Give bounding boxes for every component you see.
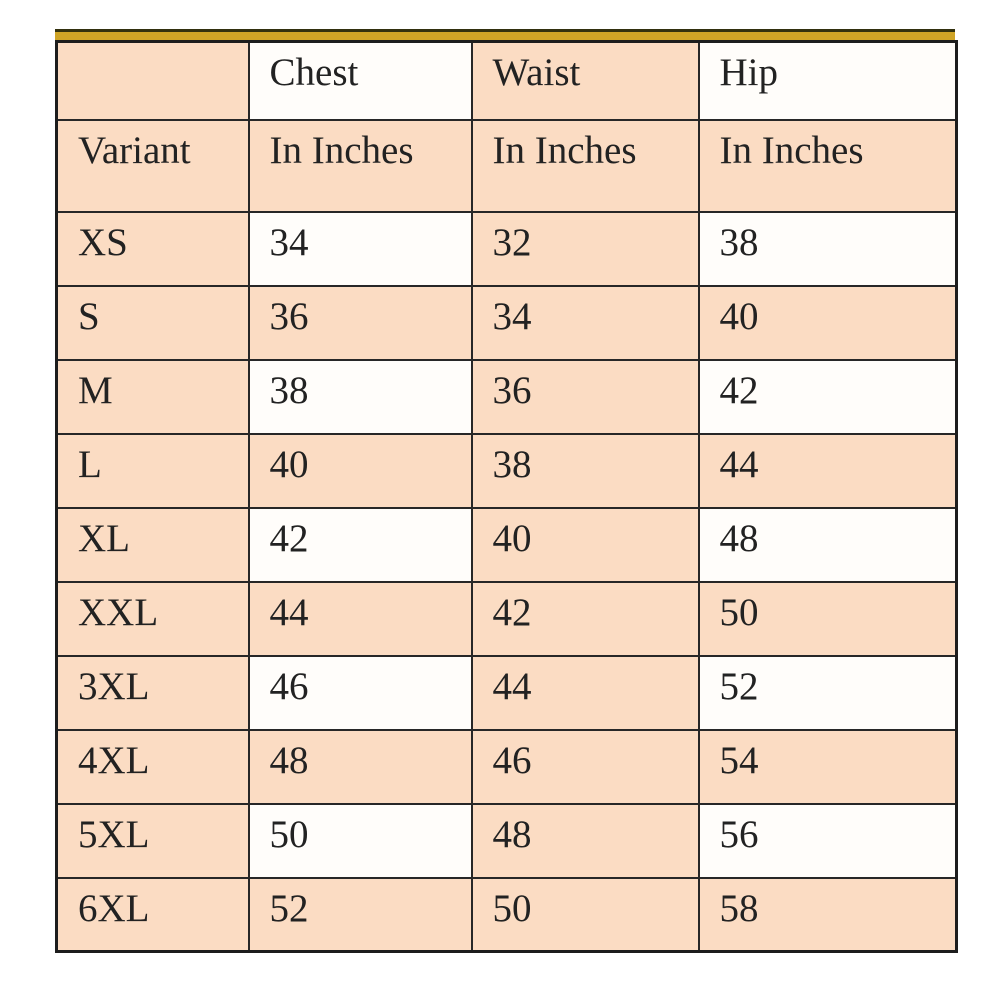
- table-row-4xl: [57, 730, 957, 804]
- table-row-5xl: [57, 804, 957, 878]
- header-row-measurements: [57, 42, 957, 120]
- hip-unit-cell: In Inches: [699, 120, 957, 212]
- waist-value-cell: 50: [472, 878, 699, 952]
- hip-value-cell: 42: [699, 360, 957, 434]
- waist-value-cell: 34: [472, 286, 699, 360]
- waist-header-cell: Waist: [472, 42, 699, 120]
- waist-value-cell: 42: [472, 582, 699, 656]
- variant-cell: 5XL: [57, 804, 249, 878]
- chest-value-cell: 38: [249, 360, 472, 434]
- table-row-xs: [57, 212, 957, 286]
- table-row-l: [57, 434, 957, 508]
- waist-value-cell: 36: [472, 360, 699, 434]
- variant-cell: XL: [57, 508, 249, 582]
- corner-cell: [57, 42, 249, 120]
- chest-value-cell: 50: [249, 804, 472, 878]
- waist-unit-cell: In Inches: [472, 120, 699, 212]
- hip-value-cell: 54: [699, 730, 957, 804]
- variant-cell: S: [57, 286, 249, 360]
- waist-value-cell: 48: [472, 804, 699, 878]
- hip-value-cell: 40: [699, 286, 957, 360]
- table-row-6xl: [57, 878, 957, 952]
- header-row-units: [57, 120, 957, 212]
- hip-value-cell: 58: [699, 878, 957, 952]
- chest-value-cell: 36: [249, 286, 472, 360]
- size-chart-table: [55, 40, 958, 953]
- variant-cell: XS: [57, 212, 249, 286]
- variant-cell: XXL: [57, 582, 249, 656]
- chest-header-cell: Chest: [249, 42, 472, 120]
- table-row-xxl: [57, 582, 957, 656]
- hip-header-cell: Hip: [699, 42, 957, 120]
- hip-value-cell: 48: [699, 508, 957, 582]
- table-row-m: [57, 360, 957, 434]
- waist-value-cell: 40: [472, 508, 699, 582]
- hip-value-cell: 44: [699, 434, 957, 508]
- waist-value-cell: 44: [472, 656, 699, 730]
- waist-value-cell: 32: [472, 212, 699, 286]
- chest-value-cell: 44: [249, 582, 472, 656]
- variant-cell: 3XL: [57, 656, 249, 730]
- chest-value-cell: 34: [249, 212, 472, 286]
- chest-value-cell: 40: [249, 434, 472, 508]
- variant-label-cell: Variant: [57, 120, 249, 212]
- variant-cell: 6XL: [57, 878, 249, 952]
- hip-value-cell: 56: [699, 804, 957, 878]
- variant-cell: M: [57, 360, 249, 434]
- chest-unit-cell: In Inches: [249, 120, 472, 212]
- waist-value-cell: 46: [472, 730, 699, 804]
- variant-cell: 4XL: [57, 730, 249, 804]
- chest-value-cell: 52: [249, 878, 472, 952]
- waist-value-cell: 38: [472, 434, 699, 508]
- table-row-3xl: [57, 656, 957, 730]
- gold-divider-bar: [55, 29, 955, 40]
- chest-value-cell: 46: [249, 656, 472, 730]
- hip-value-cell: 50: [699, 582, 957, 656]
- table-row-s: [57, 286, 957, 360]
- hip-value-cell: 38: [699, 212, 957, 286]
- chest-value-cell: 48: [249, 730, 472, 804]
- hip-value-cell: 52: [699, 656, 957, 730]
- chest-value-cell: 42: [249, 508, 472, 582]
- variant-cell: L: [57, 434, 249, 508]
- table-row-xl: [57, 508, 957, 582]
